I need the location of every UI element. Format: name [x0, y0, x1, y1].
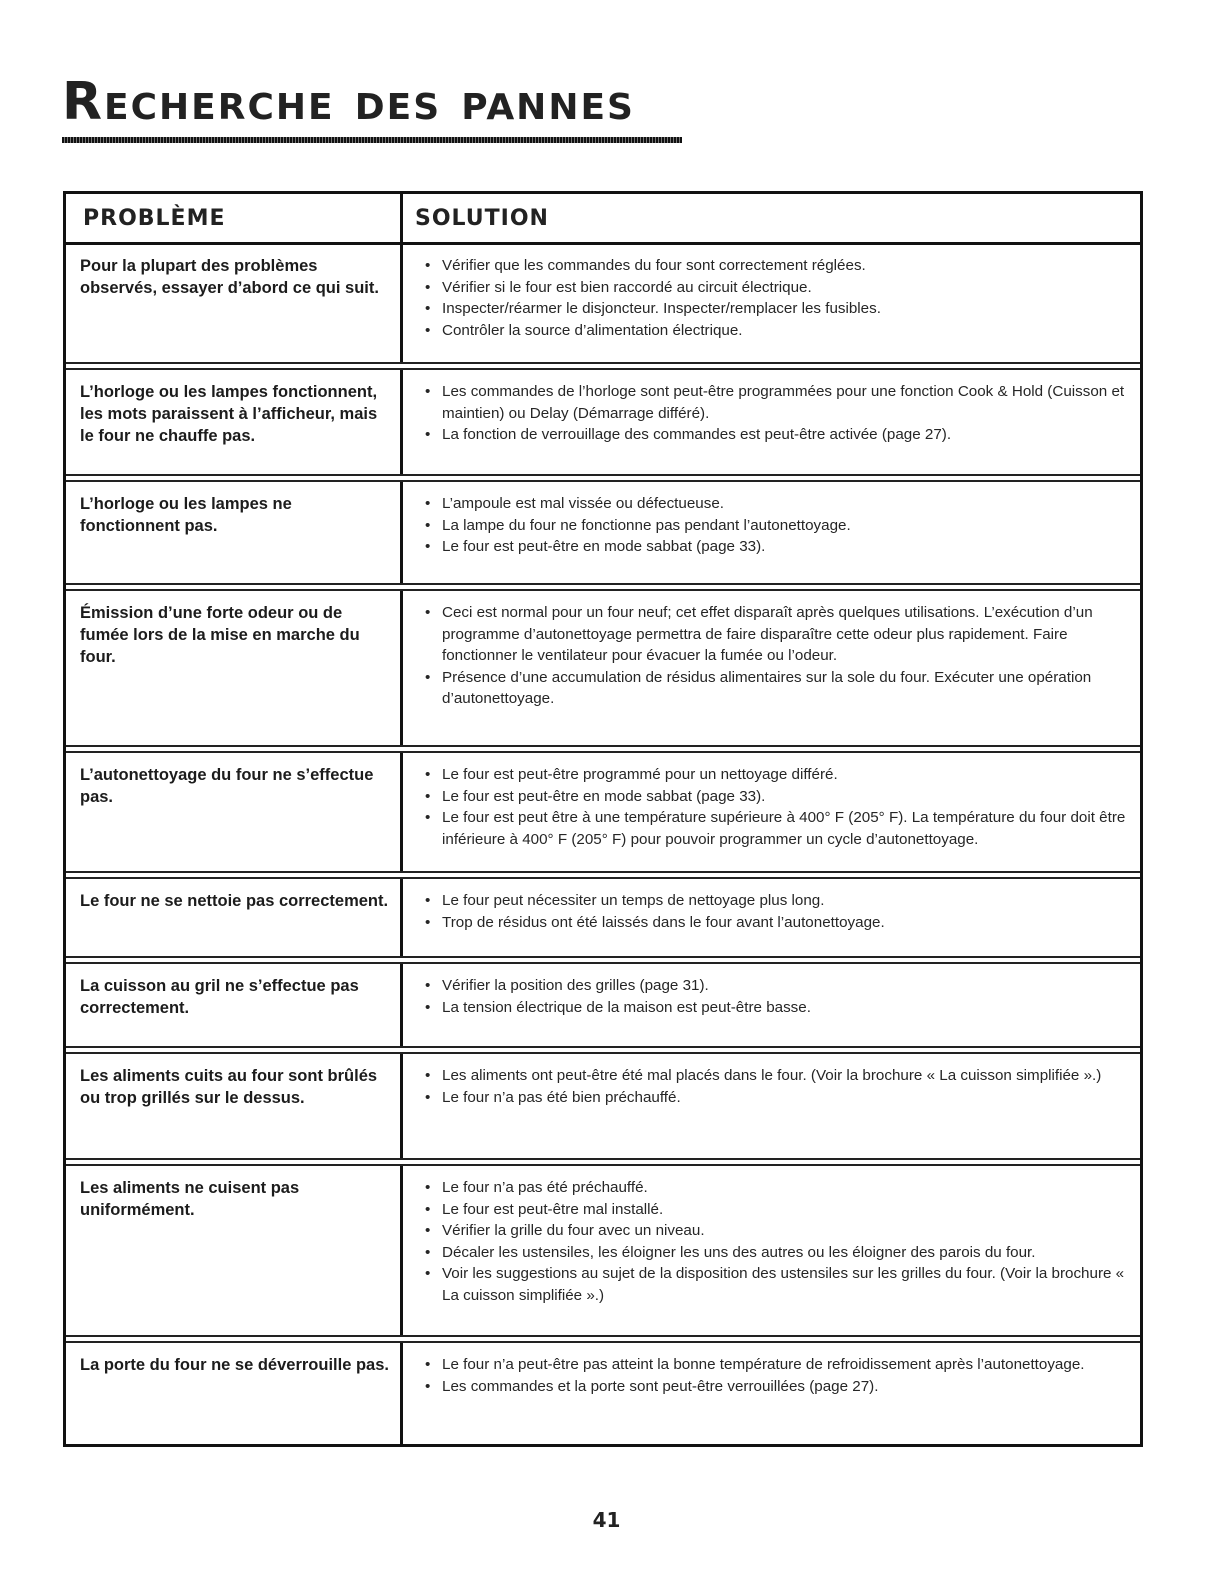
- solution-item: [418, 1199, 1134, 1221]
- solution-text: Vérifier la grille du four avec un niveau.: [442, 1222, 705, 1239]
- solution-list: [418, 602, 1134, 710]
- solution-item: [418, 667, 1134, 710]
- bullet-icon: •: [425, 998, 431, 1016]
- solution-item: [418, 1177, 1134, 1199]
- solution-item: [418, 255, 1134, 277]
- solution-list: [418, 1354, 1134, 1397]
- table-row: [66, 483, 1140, 583]
- solution-text: Le four est peut-être en mode sabbat (page 33).: [442, 538, 766, 555]
- header-solution: SOLUTION: [415, 205, 549, 231]
- solution-list: [418, 764, 1134, 850]
- solution-item: [418, 424, 1134, 446]
- solution-item: [418, 536, 1134, 558]
- solution-text: Vérifier que les commandes du four sont correctement réglées.: [442, 257, 866, 274]
- bullet-icon: •: [425, 1243, 431, 1261]
- solution-text: Voir les suggestions au sujet de la disposition des ustensiles sur les grilles du four. (Voir la brochure « La cuisson simplifiée ».): [442, 1265, 1125, 1304]
- table-row: [66, 1055, 1140, 1156]
- solution-item: [418, 602, 1134, 667]
- bullet-icon: •: [425, 495, 431, 512]
- problem-text: L’autonettoyage du four ne s’effectue pas.: [80, 766, 374, 806]
- solution-text: La lampe du four ne fonctionne pas pendant l’autonettoyage.: [442, 516, 851, 534]
- bullet-icon: •: [425, 787, 431, 805]
- solution-list: [418, 890, 1134, 933]
- solution-text: Les commandes de l’horloge sont peut-être programmées pour une fonction Cook & Hold (Cuisson et maintien) ou Delay (Démarrage différé).: [442, 383, 1125, 422]
- solution-text: Ceci est normal pour un four neuf; cet effet disparaît après quelques utilisations. L’exécution d’un programme d’autonettoyage permettra de faire disparaître cette odeur plus rapidement. Faire fonctionner le ventilateur pour évacuer la fumée ou l’odeur.: [442, 604, 1093, 664]
- bullet-icon: •: [425, 1356, 431, 1373]
- solution-text: Les aliments ont peut-être été mal placés dans le four. (Voir la brochure « La cuisson simplifiée ».): [442, 1067, 1102, 1084]
- solution-text: Vérifier la position des grilles (page 31).: [442, 977, 709, 994]
- table-row: [66, 965, 1140, 1045]
- solution-item: [418, 1220, 1134, 1242]
- row-separator: [66, 1046, 1140, 1054]
- solution-item: [418, 277, 1134, 299]
- bullet-icon: •: [425, 257, 431, 274]
- table-row: [66, 245, 1140, 360]
- table-row: [66, 880, 1140, 956]
- solution-item: [418, 493, 1134, 515]
- troubleshooting-table: [63, 191, 1143, 1447]
- title-underline: [62, 137, 682, 143]
- solution-item: [418, 807, 1134, 850]
- bullet-icon: •: [425, 892, 431, 909]
- page-number: 41: [592, 1508, 621, 1532]
- solution-text: L’ampoule est mal vissée ou défectueuse.: [442, 495, 724, 512]
- solution-text: Le four est peut-être programmé pour un nettoyage différé.: [442, 766, 838, 783]
- solution-item: [418, 1087, 1134, 1109]
- solution-text: La fonction de verrouillage des commandes est peut-être activée (page 27).: [442, 426, 952, 443]
- problem-text: L’horloge ou les lampes ne fonctionnent pas.: [80, 495, 292, 535]
- table-row: [66, 1167, 1140, 1335]
- solution-list: [418, 381, 1134, 446]
- bullet-icon: •: [425, 1200, 431, 1218]
- solution-text: Les commandes et la porte sont peut-être verrouillées (page 27).: [442, 1377, 879, 1395]
- solution-text: Décaler les ustensiles, les éloigner les uns des autres ou les éloigner des parois du four.: [442, 1243, 1036, 1261]
- solution-list: [418, 1177, 1134, 1306]
- solution-item: [418, 1354, 1134, 1376]
- solution-text: Le four est peut-être en mode sabbat (page 33).: [442, 787, 766, 805]
- solution-list: [418, 975, 1134, 1018]
- bullet-icon: •: [425, 538, 431, 555]
- bullet-icon: •: [425, 604, 431, 621]
- bullet-icon: •: [425, 383, 431, 400]
- bullet-icon: •: [425, 668, 431, 686]
- row-separator: [66, 362, 1140, 370]
- table-header: [66, 194, 1140, 245]
- bullet-icon: •: [425, 1067, 431, 1084]
- row-separator: [66, 1158, 1140, 1166]
- solution-text: La tension électrique de la maison est peut-être basse.: [442, 998, 811, 1016]
- solution-list: [418, 255, 1134, 341]
- solution-text: Présence d’une accumulation de résidus alimentaires sur la sole du four. Exécuter une opération d’autonettoyage.: [442, 668, 1092, 707]
- solution-item: [418, 1065, 1134, 1087]
- table-row: [66, 1344, 1140, 1444]
- row-separator: [66, 474, 1140, 482]
- problem-text: Pour la plupart des problèmes observés, essayer d’abord ce qui suit.: [80, 257, 379, 297]
- solution-text: Trop de résidus ont été laissés dans le four avant l’autonettoyage.: [442, 913, 885, 931]
- header-problem: PROBLÈME: [83, 205, 226, 231]
- solution-item: [418, 1242, 1134, 1264]
- solution-item: [418, 786, 1134, 808]
- page-title: Recherche des pannes: [62, 72, 635, 132]
- bullet-icon: •: [425, 1179, 431, 1196]
- solution-text: Le four n’a pas été bien préchauffé.: [442, 1088, 681, 1106]
- solution-item: [418, 381, 1134, 424]
- solution-list: [418, 493, 1134, 558]
- solution-text: Contrôler la source d’alimentation électrique.: [442, 321, 743, 339]
- solution-item: [418, 890, 1134, 912]
- bullet-icon: •: [425, 1377, 431, 1395]
- solution-text: Le four n’a peut-être pas atteint la bonne température de refroidissement après l’autonettoyage.: [442, 1356, 1085, 1373]
- solution-text: Vérifier si le four est bien raccordé au circuit électrique.: [442, 278, 812, 296]
- bullet-icon: •: [425, 278, 431, 296]
- table-row: [66, 754, 1140, 869]
- bullet-icon: •: [425, 1088, 431, 1106]
- bullet-icon: •: [425, 321, 431, 339]
- solution-item: [418, 298, 1134, 320]
- solution-item: [418, 997, 1134, 1019]
- solution-text: Le four est peut-être mal installé.: [442, 1200, 664, 1218]
- solution-item: [418, 975, 1134, 997]
- row-separator: [66, 745, 1140, 753]
- solution-text: Le four peut nécessiter un temps de nettoyage plus long.: [442, 892, 825, 909]
- solution-item: [418, 515, 1134, 537]
- bullet-icon: •: [425, 516, 431, 534]
- solution-item: [418, 320, 1134, 342]
- bullet-icon: •: [425, 766, 431, 783]
- bullet-icon: •: [425, 809, 431, 826]
- row-separator: [66, 1335, 1140, 1343]
- problem-text: Le four ne se nettoie pas correctement.: [80, 892, 389, 910]
- solution-item: [418, 1376, 1134, 1398]
- table-row: [66, 371, 1140, 474]
- solution-item: [418, 1263, 1134, 1306]
- problem-text: Émission d’une forte odeur ou de fumée lors de la mise en marche du four.: [80, 604, 360, 666]
- bullet-icon: •: [425, 977, 431, 994]
- solution-list: [418, 1065, 1134, 1108]
- bullet-icon: •: [425, 1265, 431, 1282]
- problem-text: L’horloge ou les lampes fonctionnent, les mots paraissent à l’afficheur, mais le four ne chauffe pas.: [80, 383, 378, 445]
- problem-text: Les aliments ne cuisent pas uniformément.: [80, 1179, 300, 1219]
- table-row: [66, 592, 1140, 742]
- row-separator: [66, 956, 1140, 964]
- solution-item: [418, 912, 1134, 934]
- problem-text: La cuisson au gril ne s’effectue pas correctement.: [80, 977, 359, 1017]
- bullet-icon: •: [425, 300, 431, 317]
- solution-text: Le four est peut être à une température supérieure à 400° F (205° F). La température du four doit être inférieure à 400° F (205° F) pour pouvoir programmer un cycle d’autonettoyage.: [442, 809, 1126, 848]
- problem-text: Les aliments cuits au four sont brûlés ou trop grillés sur le dessus.: [80, 1067, 378, 1107]
- row-separator: [66, 583, 1140, 591]
- bullet-icon: •: [425, 426, 431, 443]
- row-separator: [66, 871, 1140, 879]
- bullet-icon: •: [425, 1222, 431, 1239]
- solution-text: Inspecter/réarmer le disjoncteur. Inspecter/remplacer les fusibles.: [442, 300, 881, 317]
- bullet-icon: •: [425, 913, 431, 931]
- solution-item: [418, 764, 1134, 786]
- solution-text: Le four n’a pas été préchauffé.: [442, 1179, 648, 1196]
- problem-text: La porte du four ne se déverrouille pas.: [80, 1356, 389, 1374]
